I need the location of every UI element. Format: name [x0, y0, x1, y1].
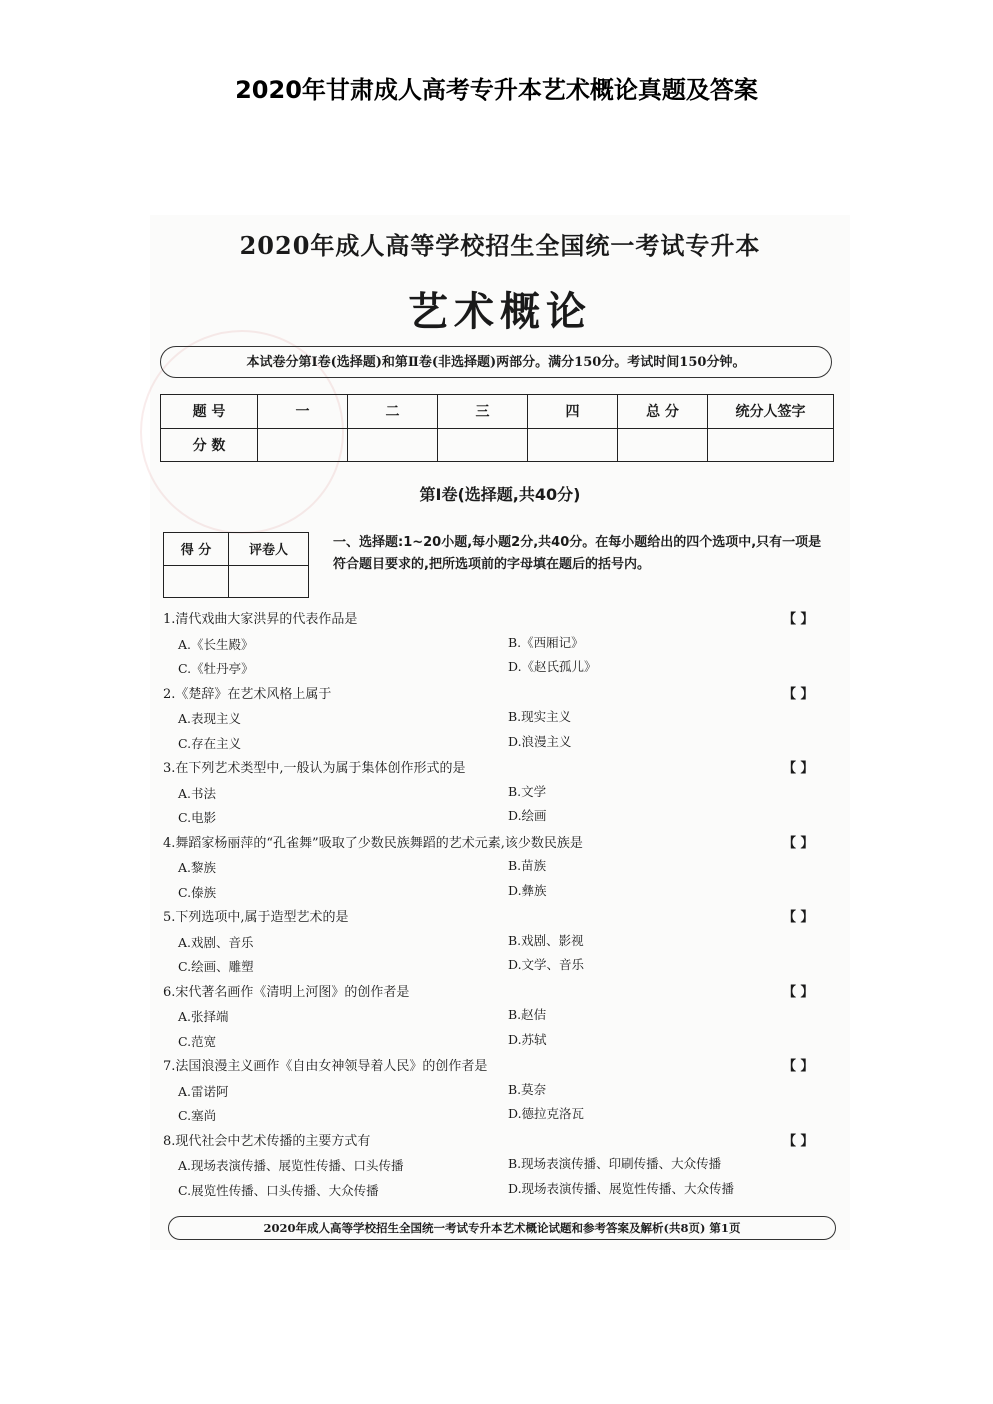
option-c: C.绘画、雕塑 — [178, 959, 254, 974]
score-table-cell: 二 — [348, 395, 438, 429]
option-c: C.傣族 — [178, 884, 217, 900]
answer-bracket: 【 】 — [783, 910, 814, 925]
score-blank-cell — [348, 428, 438, 462]
option-b: B.戏剧、影视 — [508, 932, 584, 948]
option-c: C.电影 — [178, 810, 217, 825]
question-stem: 7.法国浪漫主义画作《自由女神领导着人民》的创作者是 — [163, 1059, 488, 1074]
score-table-score-row — [161, 428, 834, 462]
section-instruction: 一、选择题:1~20小题,每小题2分,共40分。在每小题给出的四个选项中,只有一项是符合题目要求的,把所选项前的字母填在题后的括号内。 — [333, 535, 822, 572]
score-table-cell: 三 — [438, 395, 528, 429]
score-blank-cell — [528, 428, 618, 462]
exam-notice: 本试卷分第Ⅰ卷(选择题)和第Ⅱ卷(非选择题)两部分。满分150分。考试时间150分钟。 — [160, 346, 832, 378]
score-blank-cell — [438, 428, 528, 462]
option-d: D.绘画 — [508, 808, 547, 823]
option-d: D.文学、音乐 — [508, 957, 585, 972]
option-b: B.苗族 — [508, 858, 547, 873]
question-stem: 3.在下列艺术类型中,一般认为属于集体创作形式的是 — [163, 761, 466, 776]
question-stem: 6.宋代著名画作《清明上河图》的创作者是 — [163, 984, 410, 1000]
option-b: B.莫奈 — [508, 1081, 547, 1097]
option-c: C.《牡丹亭》 — [178, 661, 254, 676]
section-title: 第Ⅰ卷(选择题,共40分) — [419, 485, 581, 504]
option-d: D.《赵氏孤儿》 — [508, 659, 597, 674]
grader-blank-cell — [164, 565, 229, 598]
score-table-cell: 一 — [258, 395, 348, 429]
grader-blank-cell — [229, 565, 309, 598]
option-d: D.浪漫主义 — [508, 733, 572, 749]
answer-bracket: 【 】 — [783, 612, 814, 627]
page-footer: 2020年成人高等学校招生全国统一考试专升本艺术概论试题和参考答案及解析(共8页) 第1页 — [168, 1216, 836, 1240]
answer-bracket: 【 】 — [783, 1059, 814, 1074]
option-b: B.《西厢记》 — [508, 634, 584, 650]
question-stem: 4.舞蹈家杨丽萍的“孔雀舞”吸取了少数民族舞蹈的艺术元素,该少数民族是 — [163, 835, 583, 851]
score-table — [160, 394, 834, 462]
grader-score-label: 得 分 — [164, 533, 229, 566]
score-blank-cell — [258, 428, 348, 462]
answer-bracket: 【 】 — [783, 686, 814, 702]
option-b: B.文学 — [508, 783, 547, 799]
option-a: A.《长生殿》 — [178, 636, 254, 652]
answer-bracket: 【 】 — [783, 984, 814, 1000]
answer-bracket: 【 】 — [783, 1133, 814, 1149]
grader-name-label: 评卷人 — [229, 533, 309, 566]
score-table-cell: 题 号 — [161, 395, 258, 429]
score-blank-cell — [618, 428, 708, 462]
option-b: B.现场表演传播、印刷传播、大众传播 — [508, 1156, 722, 1171]
score-table-cell: 四 — [528, 395, 618, 429]
option-a: A.现场表演传播、展览性传播、口头传播 — [178, 1158, 404, 1173]
option-c: C.范宽 — [178, 1033, 217, 1049]
option-a: A.表现主义 — [178, 711, 242, 726]
option-b: B.赵佶 — [508, 1007, 547, 1022]
option-d: D.现场表演传播、展览性传播、大众传播 — [508, 1180, 735, 1196]
option-a: A.黎族 — [178, 860, 217, 875]
question-stem: 2.《楚辞》在艺术风格上属于 — [163, 686, 332, 702]
question-stem: 1.清代戏曲大家洪昇的代表作品是 — [163, 612, 358, 627]
option-a: A.张择端 — [178, 1009, 229, 1024]
option-c: C.展览性传播、口头传播、大众传播 — [178, 1182, 379, 1198]
exam-header: 2020年成人高等学校招生全国统一考试专升本 — [239, 231, 761, 260]
option-a: A.戏剧、音乐 — [178, 934, 254, 950]
question-stem: 8.现代社会中艺术传播的主要方式有 — [163, 1133, 371, 1149]
option-a: A.书法 — [178, 785, 217, 801]
grader-table — [163, 532, 309, 598]
option-d: D.彝族 — [508, 882, 547, 898]
document-title: 2020年甘肃成人高考专升本艺术概论真题及答案 — [235, 76, 758, 104]
score-blank-cell — [708, 428, 834, 462]
score-table-header-row — [161, 395, 834, 429]
score-table-cell: 总 分 — [618, 395, 708, 429]
option-c: C.存在主义 — [178, 735, 242, 751]
score-table-cell: 统分人签字 — [708, 395, 834, 429]
answer-bracket: 【 】 — [783, 835, 814, 851]
question-stem: 5.下列选项中,属于造型艺术的是 — [163, 910, 349, 925]
option-d: D.德拉克洛瓦 — [508, 1106, 585, 1121]
score-row-label: 分 数 — [161, 428, 258, 462]
option-d: D.苏轼 — [508, 1031, 547, 1047]
option-c: C.塞尚 — [178, 1108, 217, 1123]
subject-title: 艺术概论 — [408, 289, 592, 335]
option-b: B.现实主义 — [508, 709, 572, 724]
option-a: A.雷诺阿 — [178, 1083, 229, 1099]
answer-bracket: 【 】 — [783, 761, 814, 776]
